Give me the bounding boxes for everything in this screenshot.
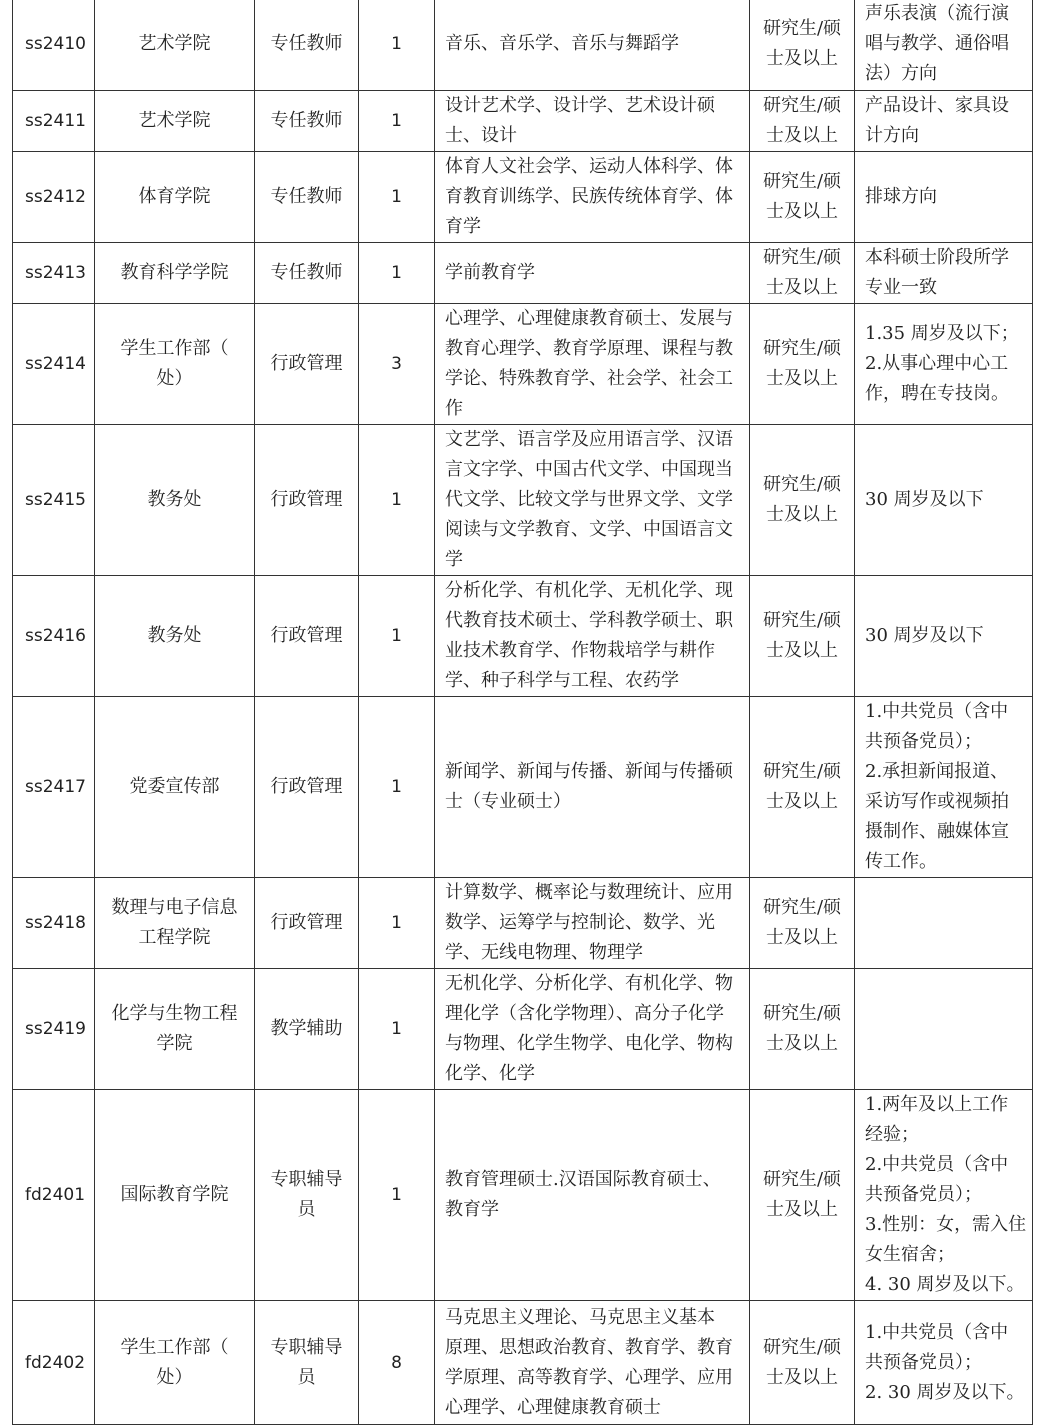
major-requirement-cell [435, 0, 750, 91]
position-type-line: 教学辅助 [270, 1018, 343, 1039]
education-requirement-line: 士及以上 [766, 277, 838, 298]
education-requirement-cell [750, 1090, 855, 1301]
other-requirements-line: 女生宿舍； [865, 1244, 955, 1265]
position-type-cell [255, 425, 359, 576]
other-requirements-line: 30 周岁及以下 [865, 625, 984, 646]
table-row [13, 878, 1033, 969]
department-line: 学生工作部（ [120, 1336, 229, 1358]
major-requirement-line: 阅读与文学教育、文学、中国语言文 [445, 519, 733, 540]
education-requirement-line: 士及以上 [766, 368, 838, 389]
major-requirement-line: 新闻学、新闻与传播、新闻与传播硕 [445, 761, 733, 782]
other-requirements-cell [855, 91, 1033, 152]
other-requirements-line: 2. 30 周岁及以下。 [865, 1381, 1025, 1403]
major-requirement-line: 马克思主义理论、马克思主义基本 [445, 1306, 715, 1328]
major-requirement-line: 学、无线电物理、物理学 [445, 942, 643, 963]
department-line: 处） [156, 1366, 193, 1388]
department-cell [95, 243, 255, 304]
position-type-cell [255, 1301, 359, 1425]
headcount-cell: 1 [359, 878, 435, 969]
position-type-line: 专任教师 [270, 110, 343, 131]
other-requirements-line: 传工作。 [865, 851, 937, 872]
major-requirement-line: 音乐、音乐学、音乐与舞蹈学 [445, 32, 679, 54]
other-requirements-line: 本科硕士阶段所学 [865, 247, 1009, 268]
position-code-cell: ss2413 [13, 243, 95, 304]
major-requirement-line: 理化学（含化学物理）、高分子化学 [445, 1003, 724, 1024]
headcount-cell: 8 [359, 1301, 435, 1425]
major-requirement-line: 设计艺术学、设计学、艺术设计硕 [445, 95, 715, 116]
education-requirement-cell [750, 878, 855, 969]
education-requirement-line: 研究生/硕 [762, 171, 842, 192]
other-requirements-cell [855, 304, 1033, 425]
other-requirements-line: 2.从事心理中心工 [865, 353, 1009, 374]
position-code-cell: ss2414 [13, 304, 95, 425]
major-requirement-line: 言文字学、中国古代文学、中国现当 [445, 459, 733, 480]
table-row [13, 152, 1033, 243]
position-type-line: 员 [297, 1199, 316, 1220]
major-requirement-line: 士、设计 [445, 125, 517, 146]
table-row [13, 425, 1033, 576]
position-code-cell: ss2411 [13, 91, 95, 152]
department-cell [95, 1301, 255, 1425]
education-requirement-cell [750, 304, 855, 425]
position-type-line: 专任教师 [270, 32, 343, 54]
education-requirement-cell [750, 576, 855, 697]
major-requirement-line: 学 [445, 549, 463, 570]
other-requirements-line: 2.承担新闻报道、 [865, 761, 1009, 782]
position-type-cell [255, 878, 359, 969]
major-requirement-line: 心理学、心理健康教育硕士、发展与 [445, 308, 733, 329]
department-cell [95, 152, 255, 243]
other-requirements-cell [855, 0, 1033, 91]
position-type-cell [255, 1090, 359, 1301]
other-requirements-line: 排球方向 [865, 186, 937, 207]
position-code-cell: ss2415 [13, 425, 95, 576]
major-requirement-line: 分析化学、有机化学、无机化学、现 [445, 580, 733, 601]
major-requirement-cell [435, 697, 750, 878]
major-requirement-line: 心理学、心理健康教育硕士 [445, 1396, 661, 1418]
table-row [13, 0, 1033, 91]
other-requirements-cell [855, 878, 1033, 969]
education-requirement-line: 研究生/硕 [762, 95, 842, 116]
position-code-cell: fd2401 [13, 1090, 95, 1301]
position-type-cell [255, 304, 359, 425]
position-code-cell: ss2412 [13, 152, 95, 243]
position-type-line: 行政管理 [270, 625, 343, 646]
major-requirement-cell [435, 304, 750, 425]
other-requirements-cell [855, 152, 1033, 243]
position-type-line: 行政管理 [270, 776, 343, 797]
education-requirement-line: 研究生/硕 [762, 897, 842, 918]
recruitment-table [12, 0, 1033, 1425]
department-line: 体育学院 [138, 186, 211, 207]
other-requirements-line: 3.性别：女，需入住 [865, 1214, 1027, 1235]
department-cell [95, 0, 255, 91]
department-line: 党委宣传部 [129, 776, 220, 797]
major-requirement-line: 士（专业硕士） [445, 791, 571, 812]
education-requirement-cell [750, 697, 855, 878]
education-requirement-line: 研究生/硕 [762, 247, 842, 268]
other-requirements-line: 共预备党员）； [865, 731, 982, 752]
other-requirements-line: 摄制作、融媒体宣 [865, 821, 1009, 842]
department-line: 艺术学院 [138, 110, 211, 131]
position-type-cell [255, 91, 359, 152]
education-requirement-line: 士及以上 [766, 927, 838, 948]
education-requirement-line: 研究生/硕 [762, 474, 842, 495]
department-line: 学生工作部（ [120, 338, 229, 359]
major-requirement-line: 学论、特殊教育学、社会学、社会工 [445, 368, 733, 389]
position-type-cell [255, 969, 359, 1090]
major-requirement-cell [435, 91, 750, 152]
major-requirement-line: 教育管理硕士.汉语国际教育硕士、 [445, 1169, 721, 1190]
education-requirement-line: 士及以上 [766, 125, 838, 146]
position-type-line: 专职辅导 [270, 1336, 343, 1358]
education-requirement-cell [750, 0, 855, 91]
major-requirement-line: 学、种子科学与工程、农药学 [445, 670, 679, 691]
other-requirements-line: 经验； [865, 1124, 919, 1145]
major-requirement-line: 业技术教育学、作物栽培学与耕作 [445, 640, 715, 661]
education-requirement-line: 士及以上 [766, 1366, 838, 1388]
major-requirement-line: 教育学 [445, 1199, 499, 1220]
education-requirement-cell [750, 425, 855, 576]
headcount-cell: 1 [359, 576, 435, 697]
education-requirement-line: 研究生/硕 [762, 1336, 842, 1358]
major-requirement-cell [435, 576, 750, 697]
other-requirements-line: 2.中共党员（含中 [865, 1154, 1009, 1175]
major-requirement-line: 计算数学、概率论与数理统计、应用 [445, 882, 733, 903]
other-requirements-line: 4. 30 周岁及以下。 [865, 1274, 1025, 1295]
headcount-cell: 1 [359, 425, 435, 576]
department-line: 艺术学院 [138, 32, 211, 54]
department-line: 学院 [156, 1033, 193, 1054]
other-requirements-line: 采访写作或视频拍 [865, 791, 1009, 812]
position-type-line: 专任教师 [270, 186, 343, 207]
department-cell [95, 576, 255, 697]
education-requirement-line: 研究生/硕 [762, 761, 842, 782]
table-row [13, 1090, 1033, 1301]
table-row [13, 969, 1033, 1090]
major-requirement-line: 教育心理学、教育学原理、课程与教 [445, 338, 733, 359]
department-cell [95, 91, 255, 152]
major-requirement-cell [435, 1301, 750, 1425]
education-requirement-line: 研究生/硕 [762, 338, 842, 359]
major-requirement-cell [435, 878, 750, 969]
major-requirement-cell [435, 1090, 750, 1301]
department-line: 数理与电子信息 [111, 897, 238, 918]
table-row [13, 243, 1033, 304]
other-requirements-line: 专业一致 [865, 277, 937, 298]
education-requirement-line: 士及以上 [766, 201, 838, 222]
major-requirement-line: 学原理、高等教育学、心理学、应用 [445, 1366, 733, 1388]
education-requirement-line: 研究生/硕 [762, 1169, 842, 1190]
other-requirements-line: 计方向 [865, 125, 919, 146]
education-requirement-cell [750, 1301, 855, 1425]
major-requirement-cell [435, 425, 750, 576]
education-requirement-line: 士及以上 [766, 47, 838, 69]
education-requirement-line: 士及以上 [766, 640, 838, 661]
table-row [13, 576, 1033, 697]
other-requirements-cell [855, 243, 1033, 304]
education-requirement-line: 士及以上 [766, 791, 838, 812]
position-type-line: 行政管理 [270, 353, 343, 374]
major-requirement-line: 无机化学、分析化学、有机化学、物 [445, 973, 733, 994]
education-requirement-cell [750, 243, 855, 304]
education-requirement-line: 研究生/硕 [762, 1003, 842, 1024]
major-requirement-line: 数学、运筹学与控制论、数学、光 [445, 912, 715, 933]
position-type-cell [255, 697, 359, 878]
headcount-cell: 1 [359, 697, 435, 878]
department-line: 化学与生物工程 [111, 1003, 238, 1024]
department-cell [95, 304, 255, 425]
other-requirements-line: 1.35 周岁及以下； [865, 323, 1019, 344]
major-requirement-line: 体育人文社会学、运动人体科学、体 [445, 156, 733, 177]
other-requirements-cell [855, 969, 1033, 1090]
education-requirement-cell [750, 152, 855, 243]
department-line: 教务处 [147, 625, 202, 646]
education-requirement-line: 士及以上 [766, 1033, 838, 1054]
department-line: 处） [156, 368, 193, 389]
department-cell [95, 969, 255, 1090]
other-requirements-cell [855, 1090, 1033, 1301]
other-requirements-line: 共预备党员）； [865, 1351, 982, 1373]
department-cell [95, 1090, 255, 1301]
position-code-cell: ss2417 [13, 697, 95, 878]
other-requirements-line: 1.中共党员（含中 [865, 1321, 1009, 1343]
headcount-cell: 1 [359, 0, 435, 91]
department-line: 工程学院 [138, 927, 211, 948]
position-type-line: 行政管理 [270, 489, 343, 510]
position-code-cell: ss2410 [13, 0, 95, 91]
position-type-line: 专职辅导 [270, 1169, 343, 1190]
position-type-cell [255, 243, 359, 304]
department-line: 国际教育学院 [120, 1184, 229, 1205]
major-requirement-line: 文艺学、语言学及应用语言学、汉语 [445, 429, 733, 450]
major-requirement-cell [435, 243, 750, 304]
education-requirement-line: 士及以上 [766, 504, 838, 525]
position-code-cell: fd2402 [13, 1301, 95, 1425]
position-code-cell: ss2418 [13, 878, 95, 969]
other-requirements-cell [855, 576, 1033, 697]
headcount-cell: 1 [359, 152, 435, 243]
department-line: 教务处 [147, 489, 202, 510]
position-type-line: 员 [297, 1366, 316, 1388]
table-row [13, 1301, 1033, 1425]
position-type-line: 行政管理 [270, 912, 343, 933]
major-requirement-line: 化学、化学 [445, 1063, 535, 1084]
major-requirement-cell [435, 152, 750, 243]
position-type-cell [255, 576, 359, 697]
table-row [13, 91, 1033, 152]
other-requirements-line: 唱与教学、通俗唱 [865, 32, 1009, 54]
table-row [13, 304, 1033, 425]
headcount-cell: 1 [359, 1090, 435, 1301]
other-requirements-line: 作，聘在专技岗。 [865, 383, 1009, 404]
other-requirements-line: 声乐表演（流行演 [865, 2, 1009, 24]
education-requirement-cell [750, 91, 855, 152]
education-requirement-cell [750, 969, 855, 1090]
major-requirement-line: 育学 [445, 216, 481, 237]
department-cell [95, 697, 255, 878]
other-requirements-line: 共预备党员）； [865, 1184, 982, 1205]
position-type-cell [255, 0, 359, 91]
position-type-cell [255, 152, 359, 243]
position-type-line: 专任教师 [270, 262, 343, 283]
other-requirements-cell [855, 1301, 1033, 1425]
headcount-cell: 3 [359, 304, 435, 425]
major-requirement-line: 作 [445, 398, 463, 419]
headcount-cell: 1 [359, 91, 435, 152]
other-requirements-line: 产品设计、家具设 [865, 95, 1009, 116]
education-requirement-line: 研究生/硕 [762, 610, 842, 631]
education-requirement-line: 研究生/硕 [762, 17, 842, 39]
other-requirements-line: 30 周岁及以下 [865, 489, 984, 510]
major-requirement-line: 原理、思想政治教育、教育学、教育 [445, 1336, 733, 1358]
headcount-cell: 1 [359, 969, 435, 1090]
major-requirement-line: 代教育技术硕士、学科教学硕士、职 [445, 610, 733, 631]
headcount-cell: 1 [359, 243, 435, 304]
major-requirement-cell [435, 969, 750, 1090]
education-requirement-line: 士及以上 [766, 1199, 838, 1220]
major-requirement-line: 学前教育学 [445, 262, 535, 283]
department-line: 教育科学学院 [120, 262, 229, 283]
other-requirements-line: 1.两年及以上工作 [865, 1094, 1009, 1115]
table-row [13, 697, 1033, 878]
other-requirements-cell [855, 697, 1033, 878]
other-requirements-cell [855, 425, 1033, 576]
other-requirements-line: 1.中共党员（含中 [865, 701, 1009, 722]
major-requirement-line: 代文学、比较文学与世界文学、文学 [445, 489, 733, 510]
position-code-cell: ss2419 [13, 969, 95, 1090]
other-requirements-line: 法）方向 [865, 62, 937, 84]
major-requirement-line: 与物理、化学生物学、电化学、物构 [445, 1033, 733, 1054]
department-cell [95, 878, 255, 969]
major-requirement-line: 育教育训练学、民族传统体育学、体 [445, 186, 733, 207]
department-cell [95, 425, 255, 576]
position-code-cell: ss2416 [13, 576, 95, 697]
